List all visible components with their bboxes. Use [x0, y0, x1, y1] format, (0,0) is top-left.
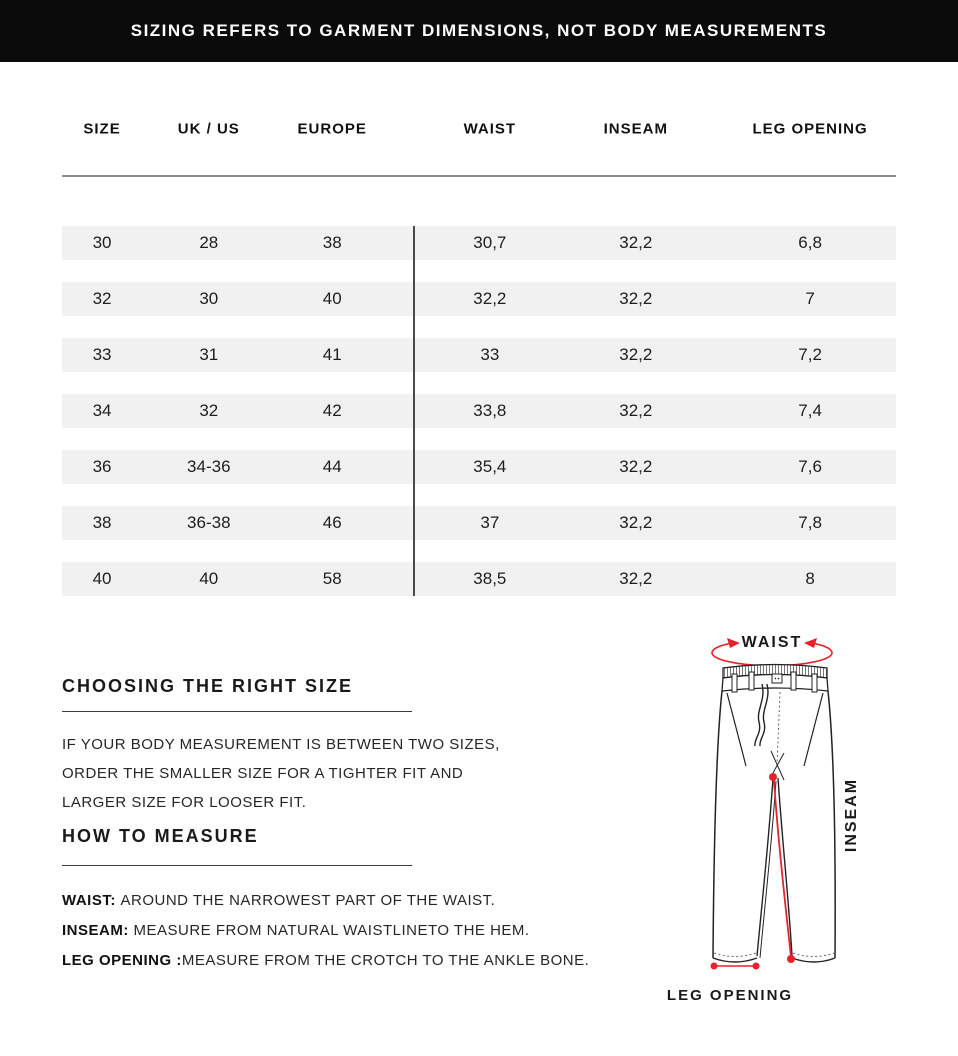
- choosing-size-section: [62, 676, 500, 817]
- cell-leg-opening: 7,4: [798, 401, 822, 420]
- cell-uk-us: 40: [199, 569, 219, 588]
- table-row: [62, 338, 896, 372]
- cell-europe: 46: [322, 513, 342, 532]
- cell-inseam: 32,2: [619, 513, 653, 532]
- title-underline: [62, 865, 412, 866]
- body-line: LARGER SIZE FOR LOOSER FIT.: [62, 794, 307, 811]
- cell-waist: 32,2: [473, 289, 507, 308]
- cell-uk-us: 34-36: [187, 457, 231, 476]
- cell-size: 36: [92, 457, 112, 476]
- cell-size: 32: [92, 289, 112, 308]
- drawstring: [755, 684, 768, 746]
- cell-europe: 42: [322, 401, 342, 420]
- table-row: [62, 562, 896, 596]
- pants-illustration: [630, 618, 950, 1018]
- cell-europe: 40: [322, 289, 342, 308]
- measure-text: MEASURE FROM THE CROTCH TO THE ANKLE BONE.: [181, 952, 590, 969]
- table-header-row: [62, 112, 896, 146]
- cell-waist: 30,7: [473, 233, 507, 252]
- table-row: [62, 450, 896, 484]
- cell-inseam: 32,2: [619, 289, 653, 308]
- section-title: HOW TO MEASURE: [62, 826, 259, 846]
- cell-size: 38: [92, 513, 112, 532]
- measure-text: AROUND THE NARROWEST PART OF THE WAIST.: [120, 892, 496, 909]
- banner: [0, 0, 958, 62]
- measure-text: MEASURE FROM NATURAL WAISTLINETO THE HEM.: [133, 922, 530, 939]
- cell-size: 34: [92, 401, 112, 420]
- cell-europe: 44: [322, 457, 342, 476]
- column-header-leg-opening: LEG OPENING: [752, 120, 868, 138]
- table-row: [62, 506, 896, 540]
- cell-leg-opening: 6,8: [798, 233, 822, 252]
- measure-items: [62, 886, 589, 976]
- column-header-uk-us: UK / US: [177, 120, 240, 138]
- waistband: [722, 665, 828, 693]
- column-header-size: SIZE: [83, 120, 121, 138]
- section-title: CHOOSING THE RIGHT SIZE: [62, 676, 354, 696]
- cell-leg-opening: 8: [805, 569, 815, 588]
- cell-leg-opening: 7,2: [798, 345, 822, 364]
- cell-size: 30: [92, 233, 112, 252]
- header-rule: [62, 175, 896, 177]
- section-body: [62, 730, 500, 817]
- cell-size: 40: [92, 569, 112, 588]
- column-divider: [413, 226, 415, 596]
- cell-waist: 33: [480, 345, 500, 364]
- cell-inseam: 32,2: [619, 569, 653, 588]
- cell-uk-us: 28: [199, 233, 219, 252]
- cell-uk-us: 32: [199, 401, 219, 420]
- cell-inseam: 32,2: [619, 233, 653, 252]
- body-line: IF YOUR BODY MEASUREMENT IS BETWEEN TWO SIZES,: [62, 736, 500, 753]
- cell-leg-opening: 7,8: [798, 513, 822, 532]
- table-row: [62, 226, 896, 260]
- cell-europe: 58: [322, 569, 342, 588]
- cell-uk-us: 30: [199, 289, 219, 308]
- measure-item-leg-opening: [62, 946, 589, 976]
- pants-outline: [713, 691, 835, 962]
- cell-waist: 33,8: [473, 401, 507, 420]
- column-header-waist: WAIST: [463, 120, 517, 138]
- cell-waist: 35,4: [473, 457, 507, 476]
- size-table: [62, 112, 896, 588]
- measure-term: WAIST:: [62, 892, 121, 909]
- table-row: [62, 394, 896, 428]
- column-header-inseam: INSEAM: [603, 120, 668, 138]
- cell-inseam: 32,2: [619, 401, 653, 420]
- table-row: [62, 282, 896, 316]
- measure-term: INSEAM:: [62, 922, 134, 939]
- cell-waist: 38,5: [473, 569, 507, 588]
- cell-europe: 41: [322, 345, 342, 364]
- table-body: [62, 226, 896, 596]
- banner-text: SIZING REFERS TO GARMENT DIMENSIONS, NOT BODY MEASUREMENTS: [130, 21, 828, 40]
- title-underline: [62, 711, 412, 712]
- cell-leg-opening: 7: [805, 289, 815, 308]
- inseam-label: INSEAM: [843, 777, 860, 853]
- measure-item-waist: [62, 886, 589, 916]
- pants-diagram: [630, 618, 950, 1018]
- how-to-measure-section: [62, 826, 589, 976]
- leg-opening-measure-line: [711, 963, 760, 970]
- cell-uk-us: 31: [199, 345, 219, 364]
- cell-size: 33: [92, 345, 112, 364]
- measure-item-inseam: [62, 916, 589, 946]
- cell-europe: 38: [322, 233, 342, 252]
- cell-leg-opening: 7,6: [798, 457, 822, 476]
- column-header-europe: EUROPE: [297, 120, 367, 138]
- waist-label: WAIST: [741, 634, 803, 651]
- leg-opening-label: LEG OPENING: [666, 987, 794, 1004]
- cell-uk-us: 36-38: [187, 513, 231, 532]
- cell-waist: 37: [480, 513, 500, 532]
- measure-term: LEG OPENING :: [62, 952, 182, 969]
- cell-inseam: 32,2: [619, 457, 653, 476]
- cell-inseam: 32,2: [619, 345, 653, 364]
- body-line: ORDER THE SMALLER SIZE FOR A TIGHTER FIT AND: [62, 765, 464, 782]
